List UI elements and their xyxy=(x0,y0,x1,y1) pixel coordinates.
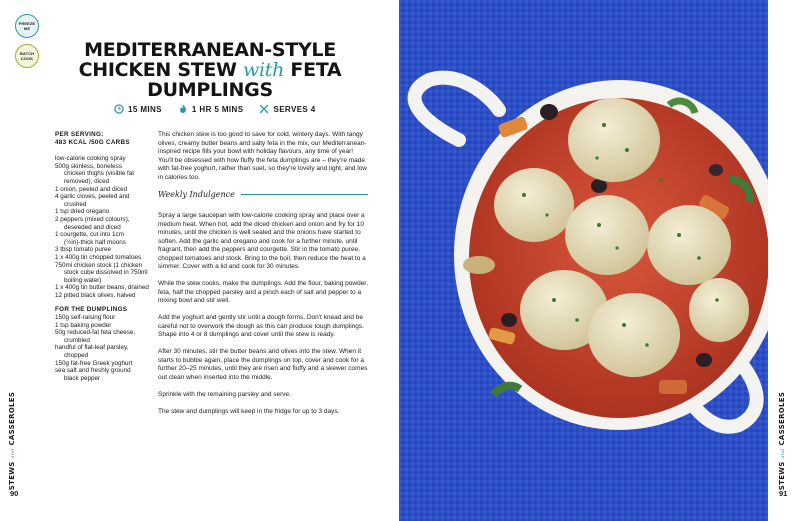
ingredient-line: chopped xyxy=(64,352,89,360)
section-word-and: and xyxy=(780,448,786,459)
recipe-timings xyxy=(114,102,316,116)
method-step: After 30 minutes, stir the butter beans and olives into the stew. When it starts to bubble again, place the dumplings on top, cover and cook for a further 20–25 minutes, until they are risen and fluffy and a skewer comes out clean when inserted into the middle. xyxy=(158,348,368,381)
ingredient-line: crumbled xyxy=(64,336,90,344)
dumplings-heading: FOR THE DUMPLINGS xyxy=(55,306,128,314)
cook-time-label: 1 HR 5 MINS xyxy=(191,104,244,114)
ingredient-line: 1 onion, peeled and diced xyxy=(55,185,128,193)
ingredient-line: (½in)-thick half moons xyxy=(64,238,126,246)
section-word-casseroles: CASSEROLES xyxy=(8,391,16,446)
ingredient-line: deseeded and diced xyxy=(64,223,121,231)
weekly-indulgence-label: Weekly Indulgence xyxy=(158,189,235,199)
recipe-title-end: FETA DUMPLINGS xyxy=(147,59,342,101)
method-column xyxy=(158,131,368,425)
servings xyxy=(259,104,315,114)
clock-icon xyxy=(114,104,124,114)
ingredient-line: 1 tsp baking powder xyxy=(55,321,112,329)
per-serving-label: PER SERVING: xyxy=(55,131,104,138)
ingredient-line: chicken thighs (visible fat xyxy=(64,170,134,178)
batch-cook-badge-label: BATCH COOK xyxy=(19,51,35,61)
recipe-title xyxy=(60,40,360,100)
weekly-indulgence-tag xyxy=(158,191,368,200)
freeze-me-badge-label: FREEZE ME xyxy=(18,21,36,31)
ingredient-line: 50g reduced-fat feta cheese, xyxy=(55,329,136,337)
section-word-stews: STEWS xyxy=(8,461,16,491)
recipe-title-main: MEDITERRANEAN-STYLE CHICKEN STEW xyxy=(78,39,336,81)
ingredient-line: 150g fat-free Greek yoghurt xyxy=(55,359,133,367)
cutlery-icon xyxy=(259,104,269,114)
dumpling-ingredient-list xyxy=(55,314,150,382)
method-step: The stew and dumplings will keep in the fridge for up to 3 days. xyxy=(158,407,340,415)
intro-paragraph: This chicken stew is too good to save for cold, wintery days. With tangy olives, creamy butter beans and salty feta in the mix, our Mediterranean-inspired recipe fills your bowl with holiday flavours, any time of year! You'll be obsessed with how fluffy the feta dumplings are – they're made with fat-free yoghurt, rather than suet, so they're lovely and light, and low in calories too. xyxy=(158,131,367,181)
ingredient-line: crushed xyxy=(64,200,87,208)
recipe-title-with: with xyxy=(243,59,285,81)
ingredient-line: black pepper xyxy=(64,374,101,382)
servings-label: SERVES 4 xyxy=(273,104,316,114)
per-serving xyxy=(55,131,150,146)
divider xyxy=(241,194,368,195)
flame-icon xyxy=(178,104,188,114)
section-word-casseroles: CASSEROLES xyxy=(778,391,786,446)
ingredient-line: 1 x 400g tin chopped tomatoes xyxy=(55,253,142,261)
cook-time xyxy=(178,104,244,114)
ingredient-line: 3 tbsp tomato puree xyxy=(55,246,112,254)
section-word-stews: STEWS xyxy=(778,461,786,491)
method-step: Spray a large saucepan with low-calorie cooking spray and place over a medium heat. When hot, add the diced chicken and onion and fry for 10 minutes, until the chicken is well sealed and the onions have started to soften. Add the garlic and oregano and cook for a further minute, until fragrant, then add the peppers and courgette. Stir in the tomato puree, chopped tomatoes and stock. Bring to the boil, then reduce the heat to a simmer. Cover with a lid and cook for 30 minutes. xyxy=(158,212,366,270)
stew-photo xyxy=(399,0,768,521)
ingredient-line: low-calorie cooking spray xyxy=(55,155,126,163)
ingredient-line: 500g skinless, boneless xyxy=(55,162,122,170)
ingredient-line: 2 peppers (mixed colours), xyxy=(55,215,130,223)
prep-time-label: 15 MINS xyxy=(128,104,162,114)
per-serving-value: 483 KCAL /50G CARBS xyxy=(55,138,130,146)
ingredient-line: 1 courgette, cut into 1cm xyxy=(55,231,124,239)
ingredient-list xyxy=(55,155,150,299)
ingredient-line: removed), diced xyxy=(64,177,110,185)
ingredient-line: stock cube dissolved in 750ml xyxy=(64,269,148,277)
page-number-left: 90 xyxy=(10,489,19,498)
section-tab-right xyxy=(777,391,787,491)
ingredient-line: 150g self-raising flour xyxy=(55,314,116,322)
ingredient-line: sea salt and freshly ground xyxy=(55,367,131,375)
ingredient-line: boiling water) xyxy=(64,276,102,284)
ingredient-line: handful of flat-leaf parsley, xyxy=(55,344,129,352)
ingredient-line: 1 tsp dried oregano xyxy=(55,208,110,216)
batch-cook-badge xyxy=(15,44,39,68)
freeze-me-badge xyxy=(15,14,39,38)
section-word-and: and xyxy=(10,448,16,459)
ingredient-line: 1 x 400g tin butter beans, drained xyxy=(55,284,149,292)
prep-time xyxy=(114,104,162,114)
ingredient-line: 4 garlic cloves, peeled and xyxy=(55,193,130,201)
method-step: While the stew cooks, make the dumplings. Add the flour, baking powder, feta, half the chopped parsley and a pinch each of salt and pepper to a mixing bowl and stir well. xyxy=(158,280,368,304)
method-step: Sprinkle with the remaining parsley and serve. xyxy=(158,390,291,398)
page-number-right: 91 xyxy=(779,489,788,498)
ingredients-column xyxy=(55,131,150,382)
ingredient-line: 750ml chicken stock (1 chicken xyxy=(55,261,143,269)
method-step: Add the yoghurt and gently stir until a dough forms. Don't knead and be careful not to overwork the dough as this can produce tough dumplings. Shape into 4 or 8 dumplings and cover until the stew is ready. xyxy=(158,314,364,338)
ingredient-line: 12 pitted black olives, halved xyxy=(55,291,136,299)
section-tab-left xyxy=(7,391,17,491)
